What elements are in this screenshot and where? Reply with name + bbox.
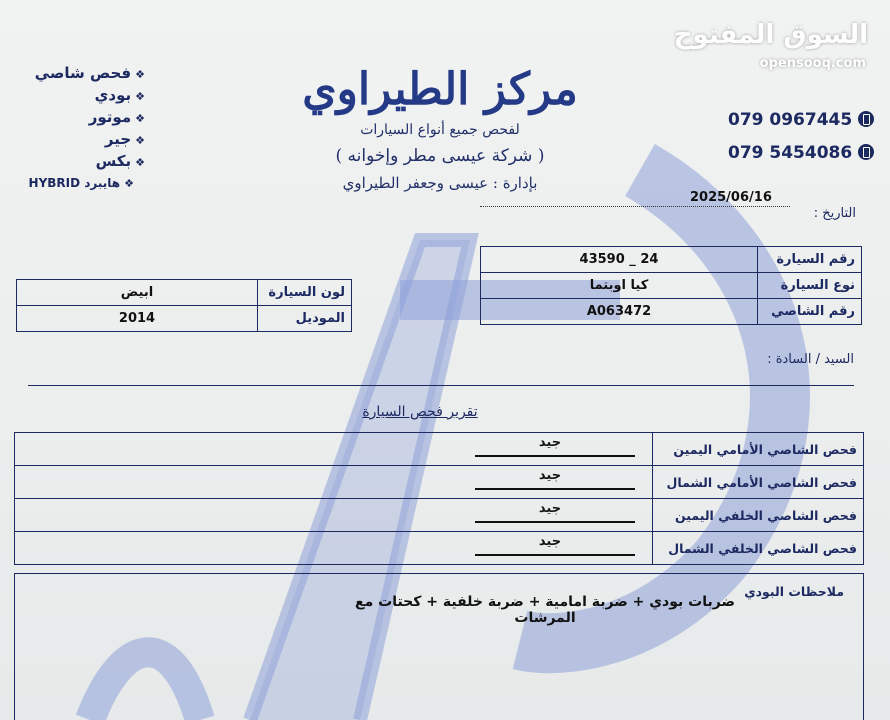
plate-label: رقم السيارة: [758, 247, 862, 273]
car-type-value: كيا اوبتما: [481, 273, 758, 299]
table-row: [15, 466, 864, 499]
service-item: ❖فحص شاصي: [34, 64, 145, 82]
result-underline: [475, 554, 635, 556]
date-line: [480, 206, 790, 207]
table-row: [17, 306, 352, 332]
inspection-name: فحص الشاصي الخلفي اليمين: [653, 499, 864, 532]
plate-value: 24 _ 43590: [481, 247, 758, 273]
phone-number: 079 0967445: [728, 110, 874, 130]
customer-line: [28, 385, 854, 386]
color-label: لون السيارة: [258, 280, 352, 306]
inspection-result-cell: [15, 433, 653, 466]
inspection-table: [14, 432, 864, 565]
customer-label: السيد / السادة :: [767, 352, 854, 367]
car-type-label: نوع السيارة: [758, 273, 862, 299]
service-item: ❖بكس: [95, 152, 145, 170]
center-title: مركز الطيراوي: [302, 64, 578, 115]
diamond-bullet-icon: ❖: [135, 90, 145, 103]
inspection-result: جيد: [538, 501, 562, 516]
phone-icon: [858, 111, 874, 127]
center-subtitle: لفحص جميع أنواع السيارات: [360, 122, 520, 138]
phone-number: 079 5454086: [728, 143, 874, 163]
opensooq-logo-arabic: السوق المفتوح: [673, 20, 868, 50]
notes-value: ضربات بودي + ضربة امامية + ضربة خلفية + كحتات مع المرشات: [355, 594, 735, 626]
table-row: [17, 280, 352, 306]
inspection-name: فحص الشاصي الخلفي الشمال: [653, 532, 864, 565]
management-line: بإدارة : عيسى وجعفر الطيراوي: [342, 174, 538, 192]
chassis-value: A063472: [481, 299, 758, 325]
inspection-name: فحص الشاصي الأمامي اليمين: [653, 433, 864, 466]
phone-icon: [858, 144, 874, 160]
diamond-bullet-icon: ❖: [135, 156, 145, 169]
inspection-result-cell: [15, 532, 653, 565]
result-underline: [475, 455, 635, 457]
car-info-table: [480, 246, 862, 325]
result-underline: [475, 521, 635, 523]
diamond-bullet-icon: ❖: [135, 68, 145, 81]
table-row: [15, 532, 864, 565]
diamond-bullet-icon: ❖: [135, 112, 145, 125]
chassis-label: رقم الشاصي: [758, 299, 862, 325]
date-value: 2025/06/16: [690, 190, 772, 205]
table-row: [481, 247, 862, 273]
inspection-name: فحص الشاصي الأمامي الشمال: [653, 466, 864, 499]
inspection-result: جيد: [538, 435, 562, 450]
model-value: 2014: [17, 306, 258, 332]
table-row: [481, 299, 862, 325]
service-item: ❖جير: [104, 130, 145, 148]
table-row: [15, 499, 864, 532]
color-value: ابيض: [17, 280, 258, 306]
service-item: ❖هايبرد HYBRID: [28, 176, 134, 190]
inspection-result: جيد: [538, 534, 562, 549]
report-title: تقرير فحص السيارة: [362, 404, 478, 420]
inspection-result: جيد: [538, 468, 562, 483]
diamond-bullet-icon: ❖: [124, 177, 134, 190]
car-extra-table: [16, 279, 352, 332]
inspection-result-cell: [15, 466, 653, 499]
table-row: [15, 433, 864, 466]
date-label: التاريخ :: [813, 206, 856, 221]
result-underline: [475, 488, 635, 490]
service-item: ❖موتور: [88, 108, 145, 126]
model-label: الموديل: [258, 306, 352, 332]
table-row: [481, 273, 862, 299]
notes-label: ملاحظات البودي: [744, 584, 844, 599]
company-name: ( شركة عيسى مطر وإخوانه ): [335, 146, 545, 166]
diamond-bullet-icon: ❖: [135, 134, 145, 147]
opensooq-logo-latin: opensooq.com: [759, 56, 866, 71]
inspection-result-cell: [15, 499, 653, 532]
service-item: ❖بودي: [94, 86, 145, 104]
